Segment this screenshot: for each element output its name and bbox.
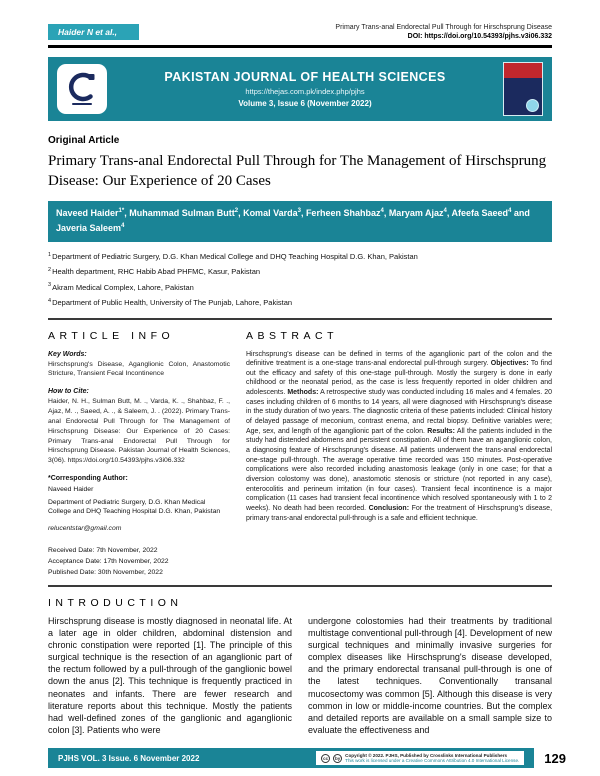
author-name: , Afeefa Saeed xyxy=(446,207,509,218)
page-number: 129 xyxy=(544,750,566,766)
author-affiliation-mark: 3 xyxy=(297,207,301,214)
affiliation-text: Akram Medical Complex, Lahore, Pakistan xyxy=(52,282,194,292)
acceptance-date: Acceptance Date: 17th November, 2022 xyxy=(48,557,169,565)
corresponding-author-email[interactable]: relucentstar@gmail.com xyxy=(48,524,122,532)
author-affiliation-mark: 1* xyxy=(118,207,125,214)
how-to-cite-label: How to Cite: xyxy=(48,388,89,396)
abstract-objectives-label: Objectives: xyxy=(490,360,529,368)
author-name: , Maryam Ajaz xyxy=(383,207,444,218)
introduction-columns xyxy=(48,615,552,735)
author-name: , Komal Varda xyxy=(238,207,298,218)
author-name: , Ferheen Shahbaz xyxy=(300,207,381,218)
abstract-conclusion-label: Conclusion: xyxy=(368,505,410,512)
globe-icon xyxy=(526,99,539,112)
license-link[interactable]: This work is licensed under a Creative Commons Attribution 4.0 International License. xyxy=(345,758,520,763)
author-name: and Javeria Saleem xyxy=(56,207,530,234)
affiliation-text: Health department, RHC Habib Abad PHFMC, Kasur, Pakistan xyxy=(52,267,261,277)
footer-bar xyxy=(48,748,534,768)
article-title: Primary Trans-anal Endorectal Pull Through for The Management of Hirschsprung Disease: Our Experience of 20 Cases xyxy=(48,153,547,190)
article-info-heading: ARTICLE INFO xyxy=(48,329,175,342)
abstract-column xyxy=(246,330,552,579)
article-type-label: Original Article xyxy=(48,135,120,146)
footer-volume-line: PJHS VOL. 3 Issue. 6 November 2022 xyxy=(58,753,200,763)
abstract-text: Hirschsprung's disease can be defined in terms of the aganglionic part of the colon and the definitive treatment is a one-stage trans-anal endorectal pull-through surgery. Objectives: To find out the efficacy and safety of this one-stage pull-through. Mostly the surgery is done in early childhood or the neonatal period, as the case is less frequently reported in older children and adolescents. Methods: A retrospective study was conducted including 16 males and 4 females. 20 cases including children of 6 months to 14 years, all were diagnosed with Hirschsprung's disease in the study duration of two years. The diagnostic criteria of these patients included: Clinical history of delayed passage of meconium, contrast enema, and rectal biopsy. Definitive variables were; Age, sex, and length of the aganglionic part of the colon. Results: All the patients included in the study had distended abdomens and persistent constipation. All of them have an aganglionic colon, a diagnosing feature of Hirschsprung's disease. All patients underwent the trans-anal endorectal one-stage pull-through. The average operative time recorded was 150 minutes. Post-operative complications were also recorded including anastomosis leakage (only in one case; for that a diversion colostomy was done), anastomotic stenosis or stricture (not reported in any case), enterocolitis and perineum irritation (in four cases). Transient fecal incontinence is a major complication (11 cases had transient fecal incontinence which resolved spontaneously with 1 to 2 weeks). No death had been recorded. Conclusion: For the treatment of Hirschsprung's disease, primary trans-anal endorectal pull-through is a safe and efficient technique. xyxy=(246,350,553,522)
affiliation-line xyxy=(48,280,552,295)
received-date: Received Date: 7th November, 2022 xyxy=(48,546,158,554)
affiliation-line xyxy=(48,295,552,310)
page-footer xyxy=(48,748,566,768)
cover-body xyxy=(504,78,542,115)
author-affiliation-mark: 2 xyxy=(234,207,239,214)
abstract-methods-label: Methods: xyxy=(287,389,319,397)
affiliation-number: 4 xyxy=(48,297,52,304)
author-affiliation-mark: 4 xyxy=(121,223,125,230)
keywords-text: Hirschsprung's Disease, Aganglionic Colon, Anastomotic Stricture, Transient Fecal Incontinence xyxy=(48,360,230,378)
cover-red-band xyxy=(504,63,542,78)
author-name: , Muhammad Sulman Butt xyxy=(124,207,235,218)
abstract-results-label: Results: xyxy=(427,427,455,435)
journal-banner xyxy=(48,57,552,121)
affiliation-number: 2 xyxy=(48,266,52,273)
corresponding-author-affiliation: Department of Pediatric Surgery, D.G. Khan Medical College and DHQ Teaching Hospital D.G. Khan, Pakistan xyxy=(48,498,221,516)
journal-logo-mark xyxy=(62,69,102,109)
journal-issue-line: Volume 3, Issue 6 (November 2022) xyxy=(238,99,372,108)
cc-icon: cc xyxy=(323,755,329,761)
license-box xyxy=(316,751,524,765)
authors-band xyxy=(48,201,552,243)
doi-link[interactable] xyxy=(335,33,552,40)
abstract-heading: ABSTRACT xyxy=(246,329,339,342)
cc-by-icon: by xyxy=(335,755,341,761)
doi-value[interactable]: https://doi.org/10.54393/pjhs.v3i06.332 xyxy=(424,33,552,40)
published-date: Published Date: 30th November, 2022 xyxy=(48,569,163,577)
author-affiliation-mark: 4 xyxy=(508,207,512,214)
affiliation-text: Department of Public Health, University of The Punjab, Lahore, Pakistan xyxy=(52,298,293,308)
doi-label: DOI: xyxy=(407,33,423,40)
corresponding-author-name: Naveed Haider xyxy=(48,486,94,494)
article-dates xyxy=(48,545,230,579)
header-divider xyxy=(48,45,552,48)
author-name: Naveed Haider xyxy=(56,207,119,218)
journal-cover-thumbnail xyxy=(503,62,543,116)
running-author-chip: Haider N et al., xyxy=(48,24,139,40)
journal-name: PAKISTAN JOURNAL OF HEALTH SCIENCES xyxy=(164,70,446,84)
section-divider xyxy=(48,585,552,587)
introduction-column-left: Hirschsprung disease is mostly diagnosed in neonatal life. At a later age in older children, abdominal distension and chronic constipation were reported [1]. The principle of this surgical technique is the resection of an aganglionic part of the rectum followed by a pull-through of the ganglionic bowel down the anus [2]. This technique is frequently practiced in neonates and infants. There are fewer research and literature reports about this technique. Mostly the patients had well-defined zones of the ganglionic and aganglionic colon [3]. Patients who were xyxy=(48,616,292,735)
affiliation-line xyxy=(48,264,552,279)
corresponding-author-label: *Corresponding Author: xyxy=(48,475,128,483)
section-divider xyxy=(48,318,552,320)
author-affiliation-mark: 4 xyxy=(443,207,447,214)
running-header xyxy=(0,0,600,40)
copyright-text: Copyright © 2022. PJHS, Published by Crosslinks International Publishers xyxy=(345,753,508,758)
introduction-column-right: undergone colostomies had their treatments by traditional multistage conventional pull-through [4]. Development of new surgical techniques and minimally invasive surgeries for complex diseases like Hirschsprung's disease developed, and the primary endorectal transanal pull-through is one of the latest techniques. Conventionally transanal mucosectomy was common [5]. Although this disease is very common in low or middle-income countries. But the complex and detailed reports are available on a small sample size to evaluate the effectiveness and xyxy=(308,616,552,735)
article-info-column xyxy=(48,330,230,579)
affiliations-list xyxy=(48,249,552,311)
affiliation-number: 1 xyxy=(48,251,52,258)
running-title: Primary Trans-anal Endorectal Pull Through for Hirschsprung Disease xyxy=(335,24,552,31)
affiliation-text: Department of Pediatric Surgery, D.G. Khan Medical College and DHQ Teaching Hospital D.G. Khan, Pakistan xyxy=(52,252,418,261)
introduction-heading: INTRODUCTION xyxy=(48,597,183,610)
journal-logo xyxy=(57,64,107,114)
affiliation-line xyxy=(48,249,552,264)
affiliation-number: 3 xyxy=(48,282,52,289)
info-abstract-columns xyxy=(48,330,552,579)
citation-text: Haider, N. H., Sulman Butt, M. ., Varda, K. ., Shahbaz, F. ., Ajaz, M. ., Saeed, A. ., & Saleem, J. . (2022). Primary Trans-anal Endorectal Pull Through for The Management of Hirschsprung Disease: Our Experience of 20 Cases: Primary Trans-anal Endorectal Pull Through for Hirschsprung Disease. Pakistan Journal of Health Sciences, 3(06). https://doi.org/10.54393/pjhs.v3i06.332 xyxy=(48,398,230,465)
journal-url-link[interactable]: https://thejas.com.pk/index.php/pjhs xyxy=(245,87,365,96)
author-affiliation-mark: 4 xyxy=(380,207,384,214)
keywords-label: Key Words: xyxy=(48,350,87,358)
